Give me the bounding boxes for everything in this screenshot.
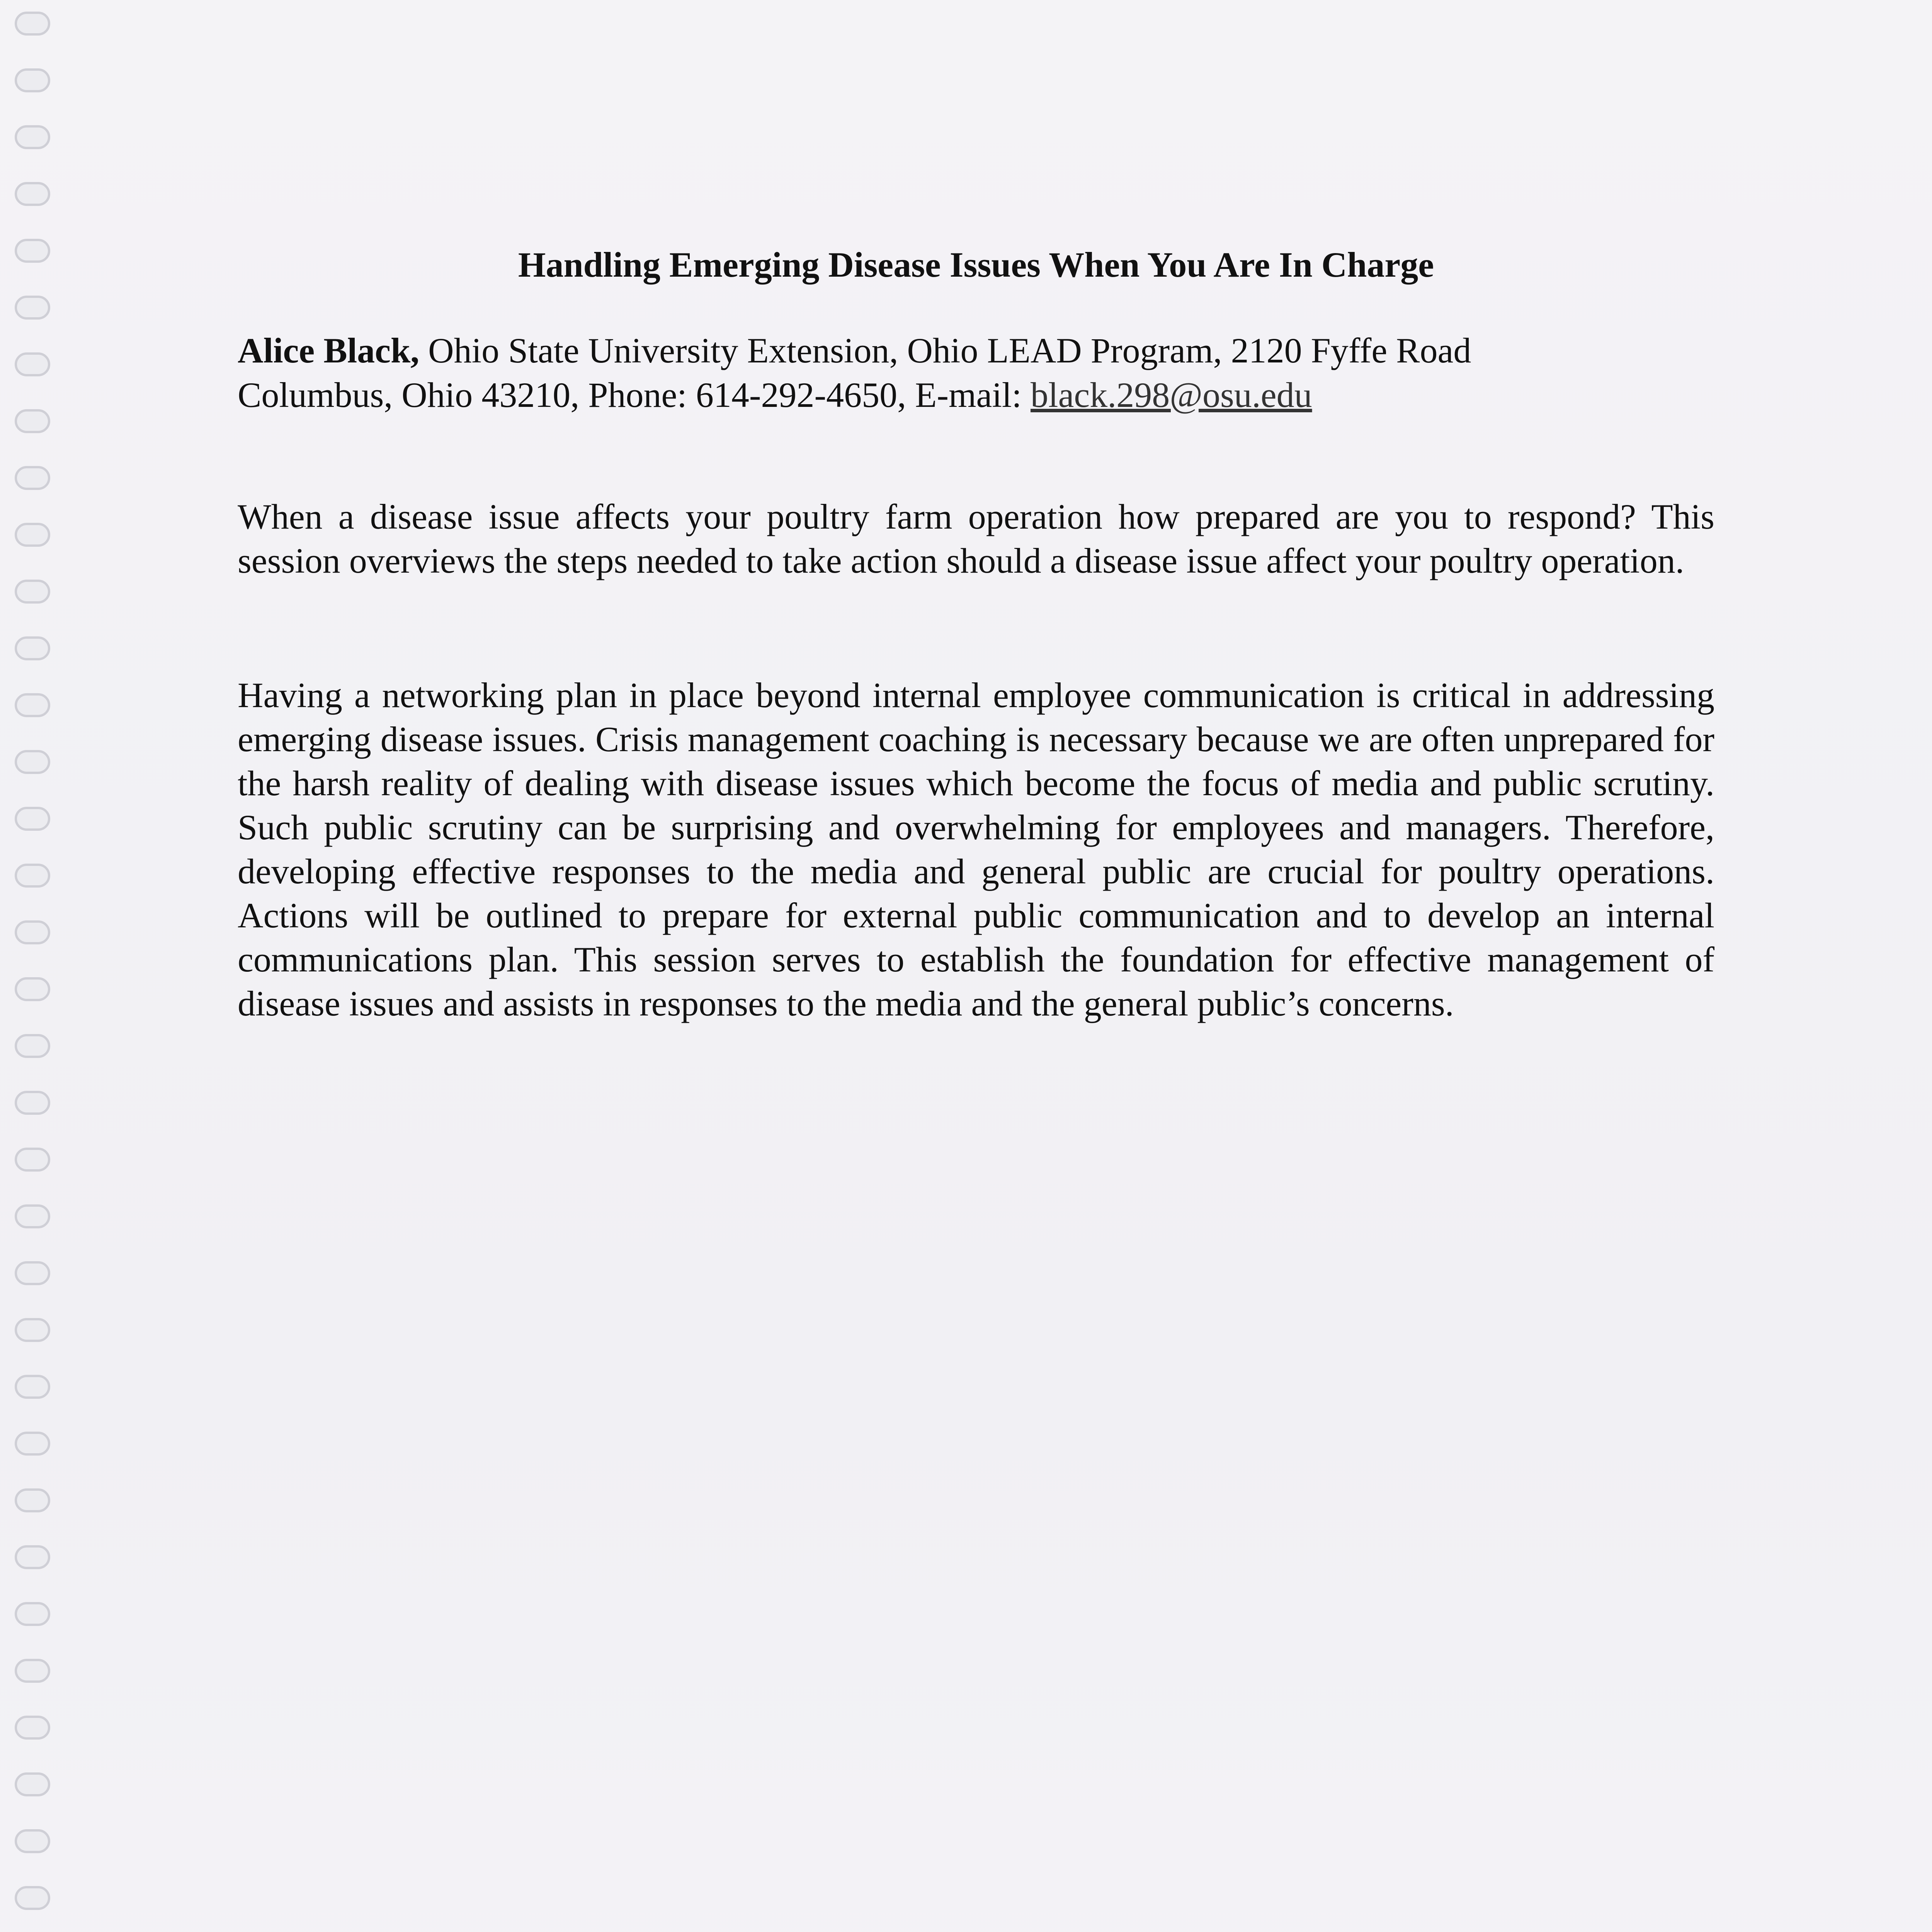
binding-hole	[15, 807, 50, 831]
binding-hole	[15, 1375, 50, 1399]
spiral-binding	[0, 0, 62, 1932]
binding-hole	[15, 580, 50, 604]
paragraph-intro: When a disease issue affects your poultry farm operation how prepared are you to respond? This session overviews the steps needed to take action should a disease issue affect your poultry operation.	[238, 497, 1714, 580]
binding-hole	[15, 1261, 50, 1285]
author-affiliation-line2: Columbus, Ohio 43210, Phone: 614-292-4650, E-mail:	[238, 375, 1031, 415]
author-name: Alice Black,	[238, 331, 420, 370]
binding-hole	[15, 1545, 50, 1569]
author-affiliation-line1: Ohio State University Extension, Ohio LEAD Program, 2120 Fyffe Road	[428, 331, 1471, 370]
binding-hole	[15, 1886, 50, 1910]
binding-hole	[15, 1716, 50, 1740]
binding-hole	[15, 523, 50, 547]
binding-hole	[15, 977, 50, 1001]
binding-hole	[15, 1148, 50, 1172]
binding-hole	[15, 1318, 50, 1342]
binding-hole	[15, 1488, 50, 1512]
binding-hole	[15, 750, 50, 774]
binding-hole	[15, 864, 50, 888]
binding-hole	[15, 125, 50, 149]
document-title: Handling Emerging Disease Issues When You Are In Charge	[518, 245, 1434, 284]
binding-hole	[15, 693, 50, 717]
binding-hole	[15, 68, 50, 92]
binding-hole	[15, 352, 50, 376]
binding-hole	[15, 409, 50, 433]
binding-hole	[15, 1204, 50, 1228]
binding-hole	[15, 1829, 50, 1853]
binding-hole	[15, 239, 50, 263]
paragraph-body: Having a networking plan in place beyond internal employee communication is critical in addressing emerging disease issues. Crisis management coaching is necessary because we are often unprepared for the harsh reality of dealing with disease issues which become the focus of media and public scrutiny. Such public scrutiny can be surprising and overwhelming for employees and managers. Therefore, developing effective responses to the media and general public are crucial for poultry operations. Actions will be outlined to prepare for external public communication and to develop an internal communications plan. This session serves to establish the foundation for effective management of disease issues and assists in responses to the media and the general public’s concerns.	[238, 675, 1714, 1023]
binding-hole	[15, 1602, 50, 1626]
binding-hole	[15, 182, 50, 206]
binding-hole	[15, 1772, 50, 1796]
binding-hole	[15, 466, 50, 490]
binding-hole	[15, 1034, 50, 1058]
binding-hole	[15, 12, 50, 36]
binding-hole	[15, 1091, 50, 1115]
binding-hole	[15, 1659, 50, 1683]
binding-hole	[15, 920, 50, 944]
binding-hole	[15, 1432, 50, 1456]
binding-hole	[15, 296, 50, 320]
author-block	[238, 328, 1714, 417]
author-email-link[interactable]: black.298@osu.edu	[1031, 375, 1312, 415]
binding-hole	[15, 636, 50, 660]
